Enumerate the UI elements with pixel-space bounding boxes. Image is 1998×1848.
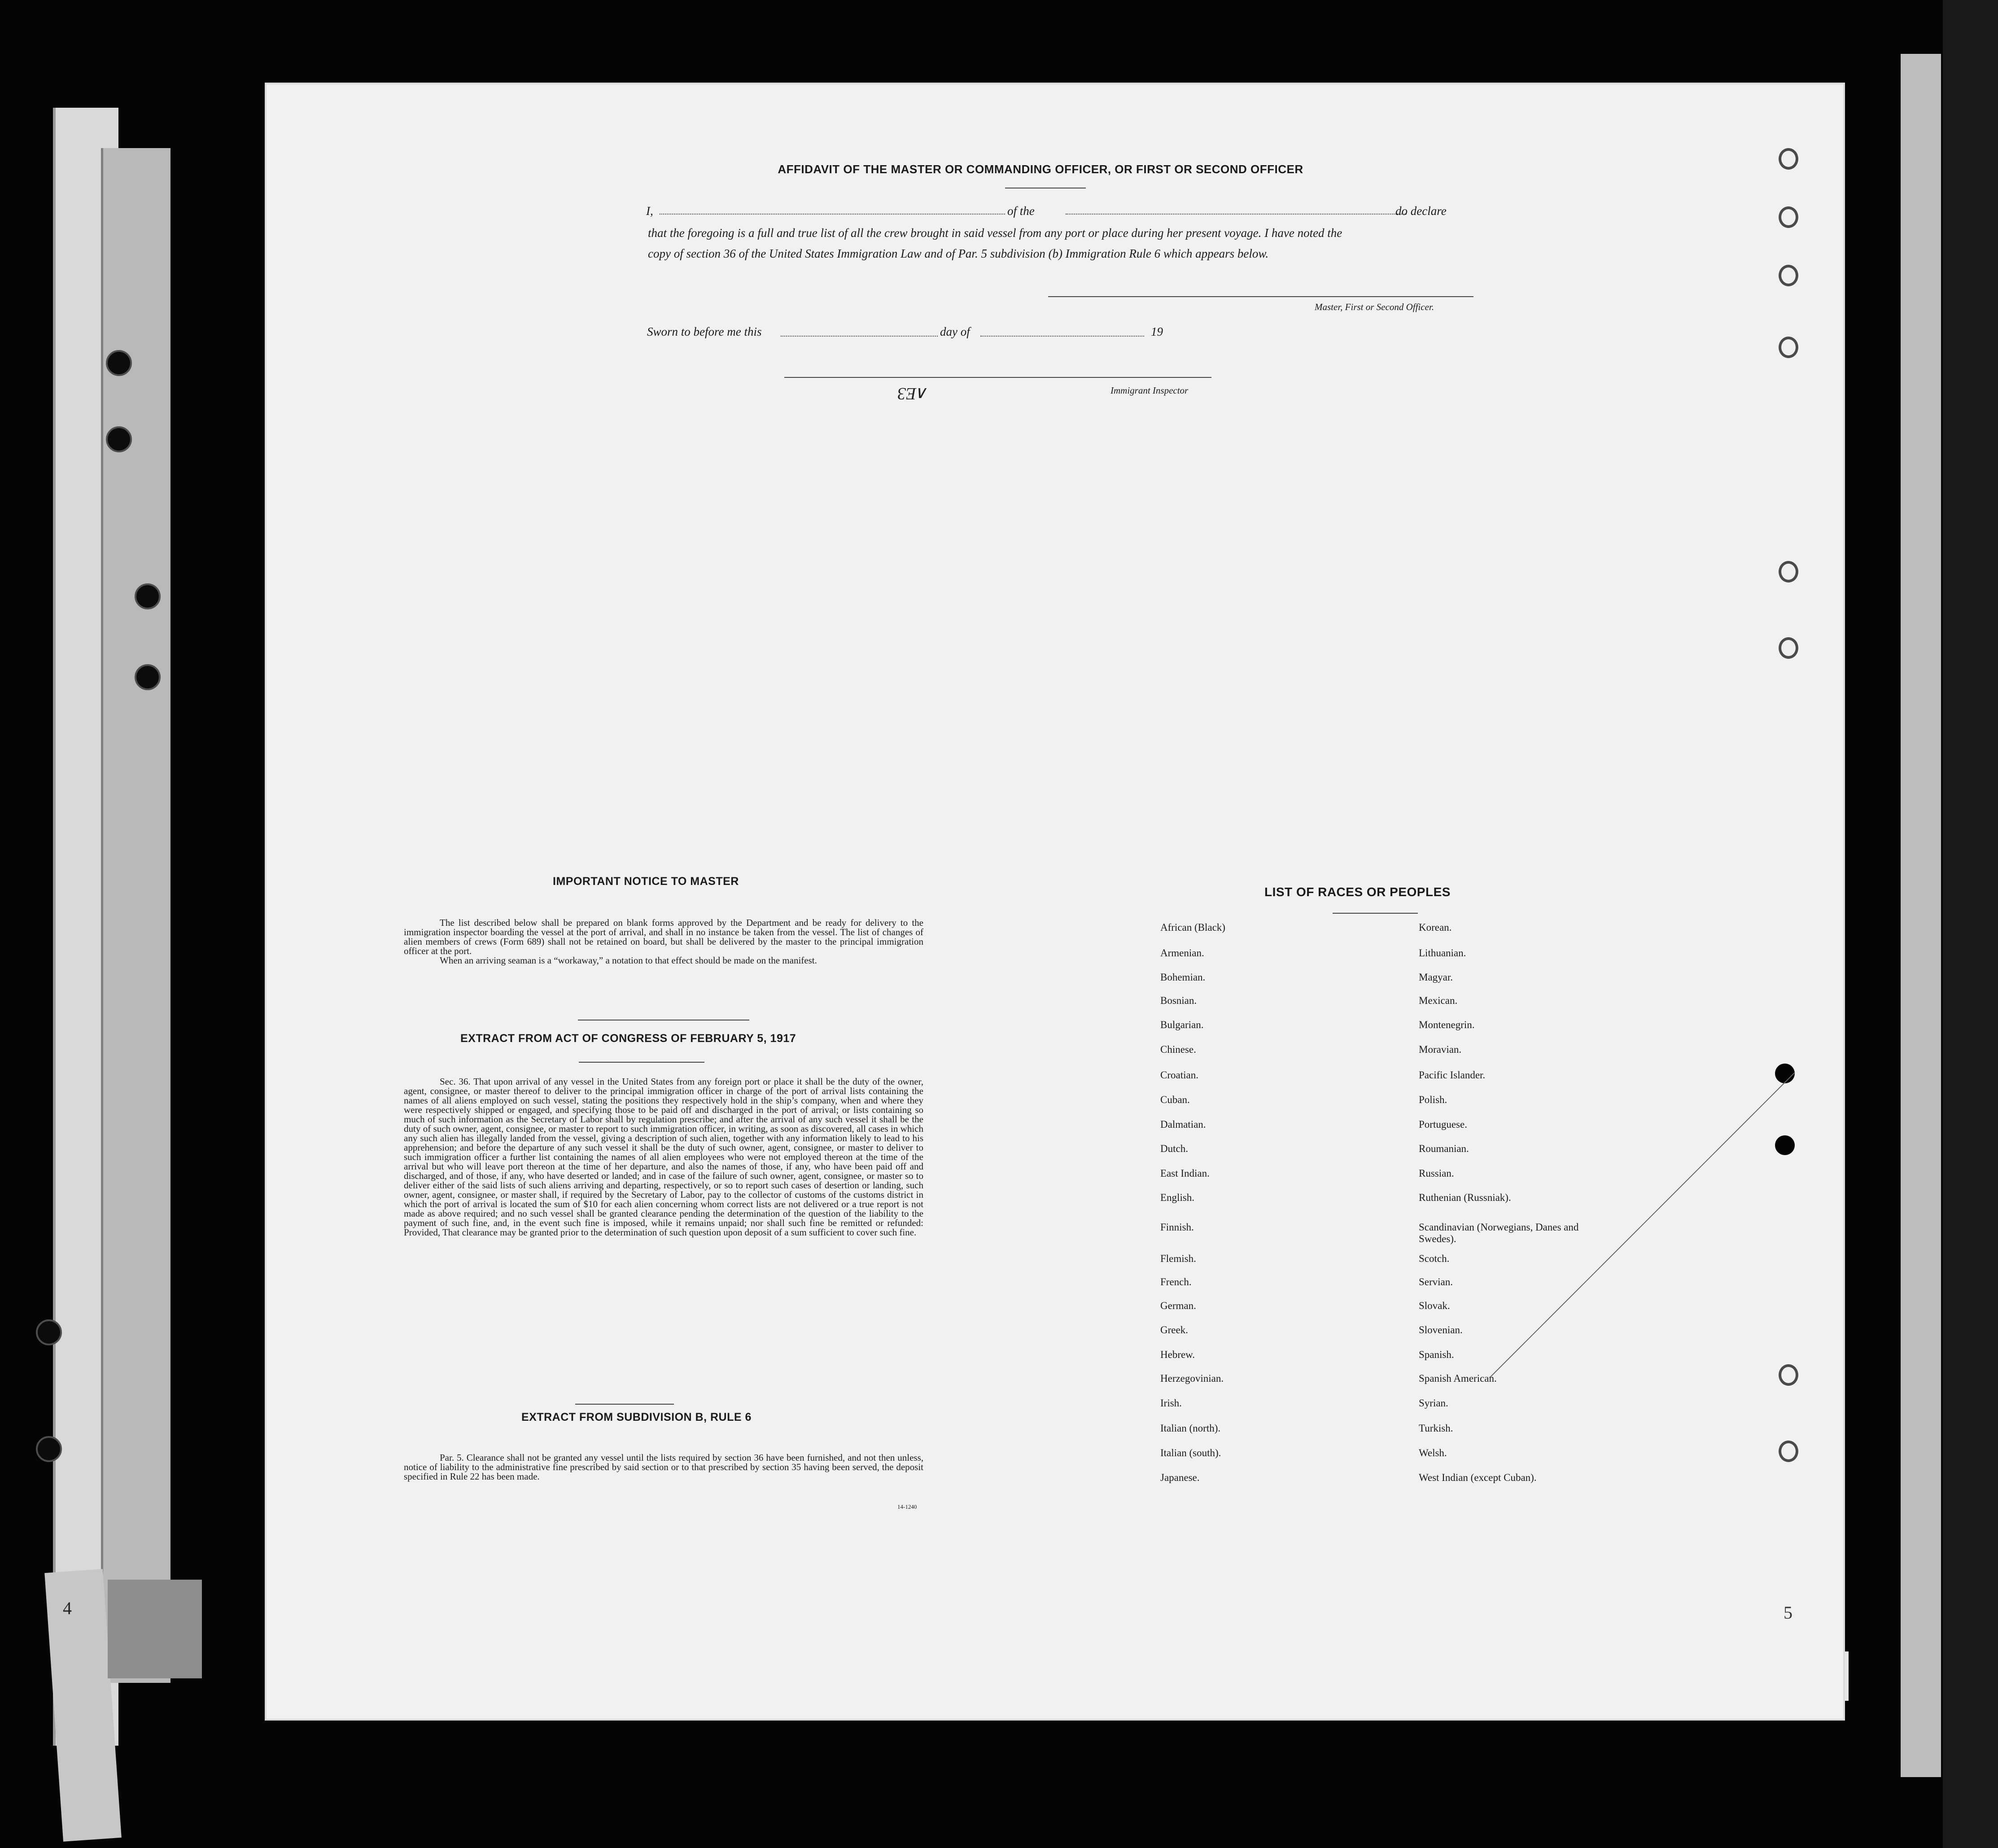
- punch-hole: [135, 664, 161, 690]
- punch-hole: [1779, 637, 1798, 659]
- punch-hole: [36, 1436, 62, 1462]
- race-item: Armenian.: [1160, 947, 1204, 959]
- race-item: Bohemian.: [1160, 972, 1206, 983]
- race-item: Slovenian.: [1419, 1324, 1463, 1336]
- punch-hole: [1779, 561, 1798, 582]
- race-item: Lithuanian.: [1419, 947, 1466, 959]
- race-item: Japanese.: [1160, 1472, 1200, 1483]
- punch-hole: [1779, 206, 1798, 228]
- race-item: Roumanian.: [1419, 1143, 1469, 1154]
- race-item: Polish.: [1419, 1094, 1447, 1105]
- race-item: French.: [1160, 1276, 1192, 1287]
- binder-strip: [108, 1580, 202, 1678]
- race-item: Croatian.: [1160, 1069, 1198, 1081]
- divider: [579, 1062, 704, 1063]
- race-item: Welsh.: [1419, 1447, 1447, 1458]
- races-title: LIST OF RACES OR PEOPLES: [1264, 885, 1451, 899]
- divider: [1333, 913, 1418, 914]
- form-number: 14-1240: [897, 1503, 917, 1510]
- race-item: African (Black): [1160, 922, 1225, 933]
- divider: [575, 1404, 674, 1405]
- race-item: Hebrew.: [1160, 1349, 1195, 1360]
- race-item: English.: [1160, 1192, 1195, 1203]
- race-item: West Indian (except Cuban).: [1419, 1472, 1537, 1483]
- affidavit-i-label: I,: [646, 204, 653, 218]
- race-item: German.: [1160, 1300, 1196, 1311]
- race-item: Herzegovinian.: [1160, 1373, 1224, 1384]
- affidavit-of-the-label: of the: [1007, 204, 1035, 218]
- race-item: Portuguese.: [1419, 1119, 1467, 1130]
- punch-hole: [135, 583, 161, 609]
- race-item: Irish.: [1160, 1397, 1182, 1409]
- notice-paragraph: When an arriving seaman is a “workaway,” a notation to that effect should be made on the manifest.: [440, 955, 817, 966]
- page-edge: [1901, 54, 1941, 1777]
- race-item: Spanish.: [1419, 1349, 1454, 1360]
- race-item: Magyar.: [1419, 972, 1453, 983]
- notice-paragraph: The list described below shall be prepared on blank forms approved by the Department and be ready for delivery to the immigration inspector boarding the vessel at the port of arrival, and shall in no instance be taken from the vessel. The list of changes of alien members of crews (Form 689) shall not be retained on board, but shall be delivered by the master to the principal immigration officer at the port.: [404, 917, 923, 956]
- extract1-title: EXTRACT FROM ACT OF CONGRESS OF FEBRUARY 5, 1917: [460, 1032, 796, 1045]
- punch-hole: [106, 350, 132, 376]
- master-caption: Master, First or Second Officer.: [1315, 302, 1434, 312]
- race-item: Greek.: [1160, 1324, 1188, 1336]
- notice-title: IMPORTANT NOTICE TO MASTER: [553, 875, 739, 888]
- par5-paragraph: Par. 5. Clearance shall not be granted any vessel until the lists required by section 36 have been furnished, and not then unless, notice of liability to the administrative fine prescribed by said section or to that prescribed by section 35 having been served, the deposit specified in Rule 22 has been made.: [404, 1452, 923, 1482]
- race-item: Scandinavian (Norwegians, Danes and Swedes).: [1419, 1222, 1579, 1244]
- race-item: Dalmatian.: [1160, 1119, 1206, 1130]
- year-label: 19: [1151, 325, 1163, 338]
- day-blank: [781, 336, 938, 337]
- race-item: East Indian.: [1160, 1168, 1210, 1179]
- race-item: Mexican.: [1419, 995, 1458, 1006]
- race-item: Italian (north).: [1160, 1423, 1221, 1434]
- punch-hole: [36, 1319, 62, 1345]
- race-item: Cuban.: [1160, 1094, 1190, 1105]
- race-item: Russian.: [1419, 1168, 1454, 1179]
- races-left-column: [1160, 922, 1385, 1514]
- race-item: Flemish.: [1160, 1253, 1196, 1264]
- race-item: Scotch.: [1419, 1253, 1450, 1264]
- race-item: Dutch.: [1160, 1143, 1188, 1154]
- race-item: Moravian.: [1419, 1044, 1462, 1055]
- affidavit-declare-label: do declare: [1395, 204, 1447, 218]
- race-item: Pacific Islander.: [1419, 1069, 1486, 1081]
- punch-hole: [106, 426, 132, 452]
- vessel-blank: [1066, 214, 1407, 215]
- race-item: Syrian.: [1419, 1397, 1448, 1409]
- punch-hole: [1779, 337, 1798, 358]
- binder-strip: [101, 148, 171, 1683]
- race-item: Turkish.: [1419, 1423, 1453, 1434]
- race-item: Korean.: [1419, 922, 1452, 933]
- race-item: Chinese.: [1160, 1044, 1196, 1055]
- races-right-column: [1419, 922, 1670, 1514]
- section-36-paragraph: Sec. 36. That upon arrival of any vessel in the United States from any foreign port or place it shall be the duty of the owner, agent, consignee, or master thereof to deliver to the principal immigration officer in charge of the port of arrival lists containing the names of all aliens employed on such vessel, stating the positions they respectively hold in the ship’s company, when and where they were respectively shipped or engaged, and specifying those to be paid off and discharged in the port of arrival; or lists containing so much of such information as the Secretary of Labor shall by regulation prescribe; and after the arrival of any such vessel it shall be the duty of such owner, agent, consignee, or master to report to such immigration officer, in writing, as soon as discovered, all cases in which any such alien has illegally landed from the vessel, giving a description of such alien, together with any information likely to lead to his apprehension; and before the departure of any such vessel it shall be the duty of such owner, agent, consignee, or master to deliver to such immigration officer a further list containing the names of all alien employees who were not employed thereon at the time of the arrival but who will leave port thereon at the time of her departure, and also the names of those, if any, who have been paid off and discharged, and of those, if any, who have deserted or landed; and in case of the failure of such owner, agent, consignee, or master so to deliver either of the said lists of such aliens arriving and departing, respectively, or so to report such cases of desertion or landing, such owner, agent, consignee, or master shall, if required by the Secretary of Labor, pay to the collector of customs of the customs district in which the port of arrival is located the sum of $10 for each alien concerning whom correct lists are not delivered or a true report is not made as above required; and no such vessel shall be granted clearance pending the determination of the question of the liability to the payment of such fine, and, in the event such fine is imposed, while it remains unpaid; nor shall such fine be remitted or refunded: Provided, That clearance may be granted prior to the determination of such question upon deposit of a sum sufficient to cover such fine.: [404, 1076, 923, 1238]
- extract2-title: EXTRACT FROM SUBDIVISION B, RULE 6: [521, 1411, 752, 1423]
- affidavit-text-line: copy of section 36 of the United States Immigration Law and of Par. 5 subdivision (b) Immigration Rule 6 which appears below.: [648, 247, 1269, 260]
- month-blank: [980, 336, 1144, 337]
- margin-mark: 5: [1784, 1603, 1793, 1623]
- race-item: Spanish American.: [1419, 1373, 1497, 1384]
- race-item: Italian (south).: [1160, 1447, 1221, 1458]
- race-item: Finnish.: [1160, 1222, 1194, 1233]
- handwritten-mark: ∧E3: [897, 384, 929, 403]
- day-of-label: day of: [940, 325, 970, 338]
- sworn-label: Sworn to before me this: [647, 325, 762, 338]
- punch-hole: [1779, 148, 1798, 170]
- race-item: Montenegrin.: [1419, 1019, 1475, 1030]
- inspector-caption: Immigrant Inspector: [1110, 385, 1189, 396]
- race-item: Bosnian.: [1160, 995, 1197, 1006]
- signature-line: [1048, 296, 1473, 297]
- margin-mark: 4: [63, 1598, 72, 1618]
- name-blank: [660, 214, 1005, 215]
- affidavit-text-line: that the foregoing is a full and true list of all the crew brought in said vessel from any port or place during her present voyage. I have noted the: [648, 226, 1342, 240]
- race-item: Ruthenian (Russniak).: [1419, 1192, 1511, 1203]
- race-item: Slovak.: [1419, 1300, 1450, 1311]
- race-item: Servian.: [1419, 1276, 1453, 1287]
- punch-hole: [1779, 265, 1798, 286]
- affidavit-title: AFFIDAVIT OF THE MASTER OR COMMANDING OFFICER, OR FIRST OR SECOND OFFICER: [778, 162, 1303, 176]
- inspector-signature-line: [784, 377, 1211, 378]
- punch-hole: [1779, 1441, 1798, 1462]
- section-36-text: [404, 1077, 923, 1237]
- par5-text: [404, 1453, 923, 1481]
- race-item: Bulgarian.: [1160, 1019, 1204, 1030]
- scan-background: [1943, 0, 1998, 1848]
- notice-text: [404, 918, 923, 965]
